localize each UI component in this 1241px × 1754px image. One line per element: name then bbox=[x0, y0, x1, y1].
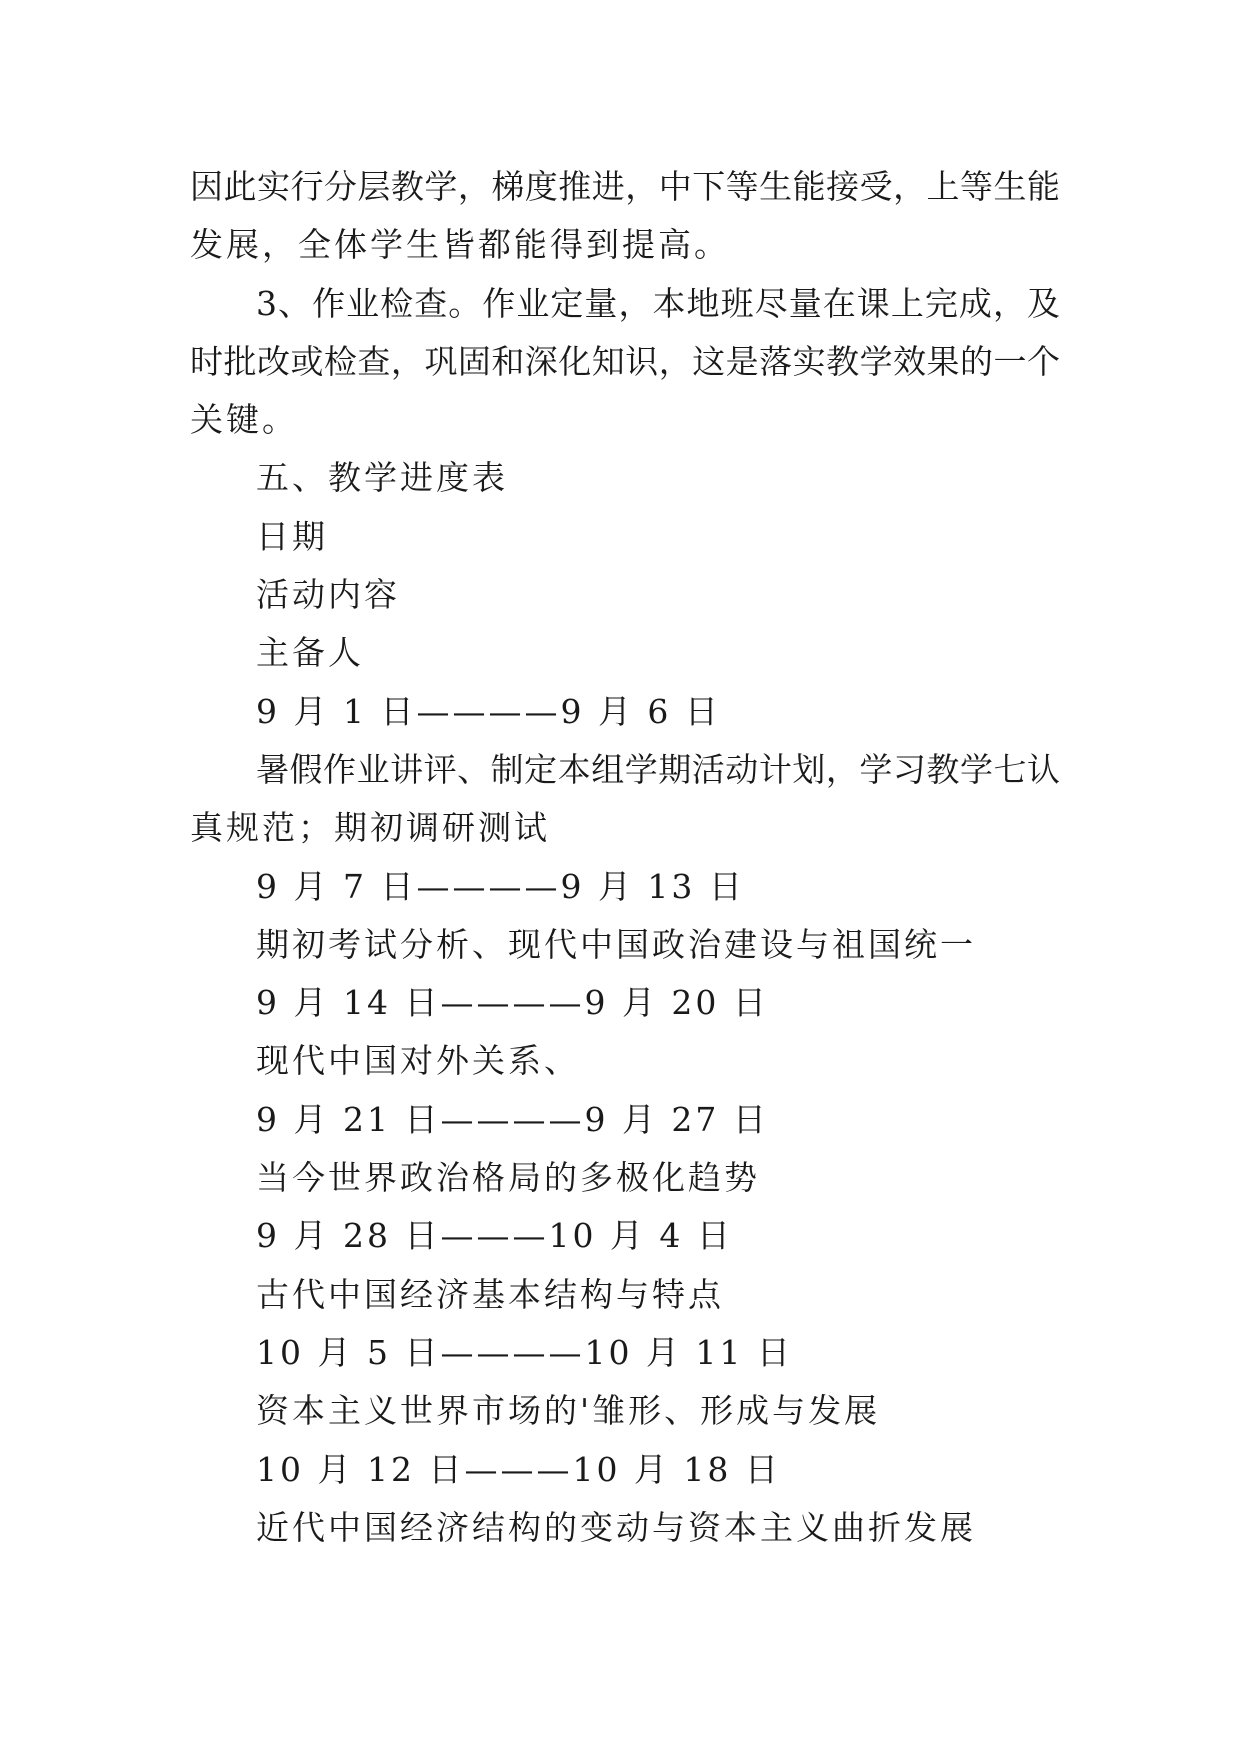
text-line: 当今世界政治格局的多极化趋势 bbox=[256, 1158, 760, 1198]
document-body bbox=[190, 158, 1060, 1557]
text-line: 9 月 1 日————9 月 6 日 bbox=[256, 691, 721, 731]
text-line: 期初考试分析、现代中国政治建设与祖国统一 bbox=[256, 924, 976, 964]
text-line: 近代中国经济结构的变动与资本主义曲折发展 bbox=[256, 1507, 976, 1547]
text-line: 主备人 bbox=[256, 633, 364, 673]
text-line: 日期 bbox=[256, 516, 328, 556]
text-line: 古代中国经济基本结构与特点 bbox=[256, 1274, 724, 1314]
text-line: 活动内容 bbox=[256, 575, 400, 615]
text-line: 9 月 7 日————9 月 13 日 bbox=[256, 866, 745, 906]
text-line: 9 月 14 日————9 月 20 日 bbox=[256, 983, 769, 1023]
text-line: 3、作业检查。作业定量，本地班尽量在课上完成，及 bbox=[256, 283, 1060, 323]
text-line: 发展，全体学生皆都能得到提高。 bbox=[190, 225, 730, 265]
text-line: 9 月 28 日———10 月 4 日 bbox=[256, 1216, 733, 1256]
text-line: 暑假作业讲评、制定本组学期活动计划，学习教学七认 bbox=[256, 749, 1060, 789]
text-line: 现代中国对外关系、 bbox=[256, 1041, 580, 1081]
text-line: 关键。 bbox=[190, 400, 298, 440]
text-line: 10 月 5 日————10 月 11 日 bbox=[256, 1332, 793, 1372]
text-line: 10 月 12 日———10 月 18 日 bbox=[256, 1449, 781, 1489]
text-line: 时批改或检查，巩固和深化知识，这是落实教学效果的一个 bbox=[190, 341, 1060, 381]
text-line: 因此实行分层教学，梯度推进，中下等生能接受，上等生能 bbox=[190, 167, 1060, 206]
text-line: 五、教学进度表 bbox=[256, 458, 508, 498]
text-line: 真规范；期初调研测试 bbox=[190, 808, 550, 848]
text-line: 9 月 21 日————9 月 27 日 bbox=[256, 1099, 769, 1139]
text-line: 资本主义世界市场的'雏形、形成与发展 bbox=[256, 1391, 881, 1431]
